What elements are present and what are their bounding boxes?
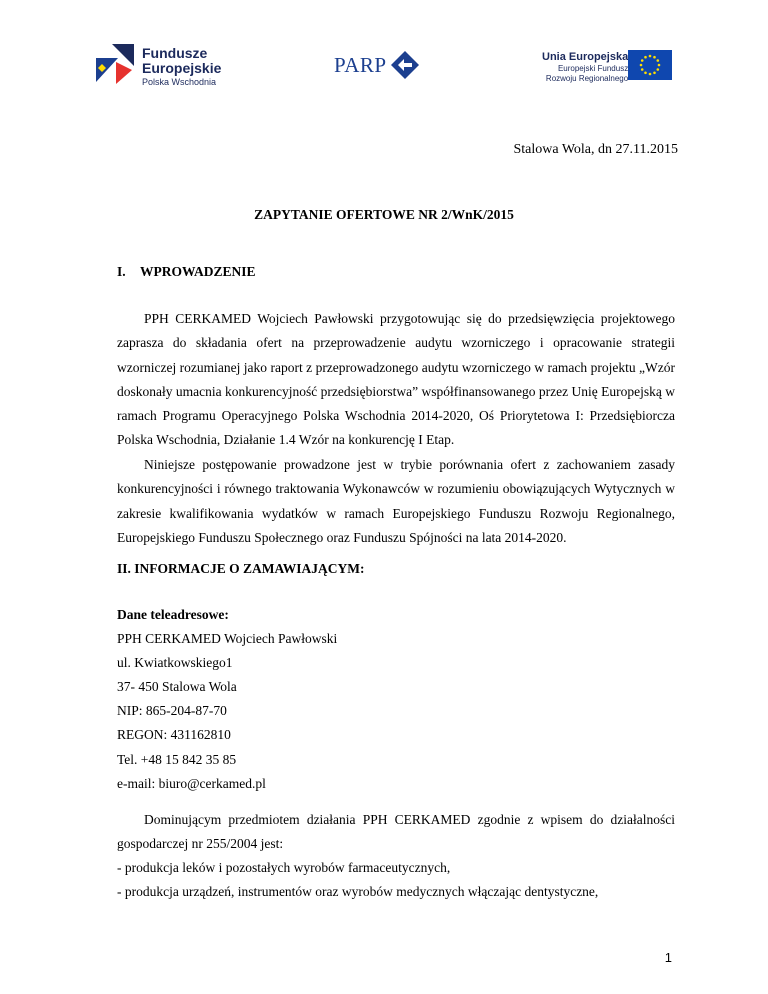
eu-flag-icon	[628, 50, 672, 80]
ue-line-3: Rozwoju Regionalnego	[545, 74, 629, 83]
section-1-number: I.	[117, 264, 126, 279]
page-number: 1	[664, 950, 672, 965]
activity-list	[117, 856, 677, 904]
fundusze-europejskie-wordmark	[142, 46, 221, 88]
ue-line-2: Europejski Fundusz	[557, 64, 629, 73]
contact-label: Dane teleadresowe:	[117, 607, 229, 622]
list-item: - produkcja urządzeń, instrumentów oraz wyrobów medycznych włączając dentystyczne,	[117, 884, 599, 900]
document-title: ZAPYTANIE OFERTOWE NR 2/WnK/2015	[254, 207, 514, 222]
document-date: Stalowa Wola, dn 27.11.2015	[513, 142, 678, 157]
section-1-heading: WPROWADZENIE	[140, 264, 256, 279]
fundusze-europejskie-logo-icon	[92, 42, 138, 86]
header-logos	[0, 42, 768, 92]
fe-line-2: Europejskie	[142, 60, 222, 76]
contact-line: 37- 450 Stalowa Wola	[117, 679, 237, 695]
list-item: - produkcja leków i pozostałych wyrobów farmaceutycznych,	[117, 860, 451, 875]
contact-block	[117, 603, 677, 796]
contact-line: e-mail: biuro@cerkamed.pl	[117, 775, 266, 791]
section-1-paragraph-2: Niniejsze postępowanie prowadzone jest w trybie porównania ofert z zachowaniem zasady konkurencyjności i równego traktowania Wykonawców w rozumieniu obowiązujących Wytycznych w zakresie kwalifikowania wydatków w ramach Europejskiego Funduszu Rozwoju Regionalnego, Europejskiego Funduszu Społecznego oraz Funduszu Spójności na lata 2014-2020.	[117, 457, 675, 545]
parp-wordmark: PARP	[334, 52, 387, 77]
ue-line-1: Unia Europejska	[542, 51, 629, 63]
unia-europejska-wordmark	[542, 50, 628, 84]
parp-diamond-icon	[390, 50, 420, 80]
fe-line-1: Fundusze	[142, 45, 208, 61]
contact-line: PPH CERKAMED Wojciech Pawłowski	[117, 631, 338, 647]
activity-intro: Dominującym przedmiotem działania PPH CERKAMED zgodnie z wpisem do działalności gospodarczej nr 255/2004 jest:	[117, 812, 675, 851]
contact-line: NIP: 865-204-87-70	[117, 703, 227, 719]
fe-line-3: Polska Wschodnia	[142, 77, 217, 87]
section-1-paragraph-1: PPH CERKAMED Wojciech Pawłowski przygotowując się do przedsięwzięcia projektowego zaprasza do składania ofert na przeprowadzenie audytu wzorniczego i opracowanie strategii wzorniczej rozumianej jako raport z przeprowadzonego audytu wzorniczego w ramach projektu „Wzór doskonały umacnia konkurencyjność przedsiębiorstwa” współfinansowanego przez Unię Europejską w ramach Programu Operacyjnego Polska Wschodnia 2014-2020, Oś Priorytetowa I: Przedsiębiorcza Polska Wschodnia, Działanie 1.4 Wzór na konkurencję I Etap.	[117, 311, 675, 448]
section-2-heading: II. INFORMACJE O ZAMAWIAJĄCYM:	[117, 561, 365, 576]
contact-line: Tel. +48 15 842 35 85	[117, 751, 237, 767]
parp-logo	[334, 50, 420, 80]
contact-line: REGON: 431162810	[117, 727, 231, 743]
contact-line: ul. Kwiatkowskiego1	[117, 655, 233, 671]
